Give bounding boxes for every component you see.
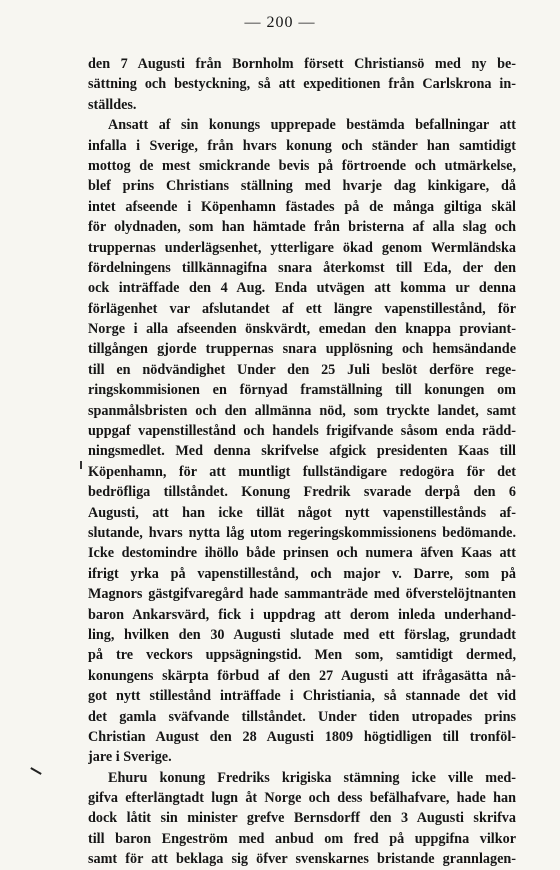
text-line: fördelningens tillkännagifna snara återkomst till Eda, der den [88,259,516,276]
text-line: till en nödvändighet Under den 25 Juli beslöt derföre rege- [88,361,516,378]
text-line: för olydnaden, som han hämtade från bristerna af alla slag och [88,219,516,236]
text-line: jare i Sverige. [88,749,172,766]
text-line: gifva efterlängtadt lugn åt Norge och dess befälhafvare, hade han [88,790,516,807]
text-line: till baron Engeström med anbud om fred på uppgifna vilkor [88,830,516,847]
text-line: Norge i alla afseenden önskvärdt, emedan den knappa proviant- [88,321,516,338]
text-line: dock låtit sin minister grefve Bernsdorff den 3 Augusti skrifva [88,810,516,827]
text-line: ling, hvilken den 30 Augusti slutade med ett förslag, grundadt [88,626,516,643]
text-line: spanmålsbristen och den allmänna nöd, som tryckte landet, samt [88,402,516,419]
text-line: den 7 Augusti från Bornholm försett Christiansö med ny be- [88,56,516,72]
text-line: infalla i Sverige, från hvars konung och ständer han samtidigt [88,137,516,154]
text-line: blef prins Christians ställning med hvarje dag kinkigare, då [88,178,516,195]
text-line: Köpenhamn, för att muntligt fullständigare redogöra för det [88,463,516,480]
text-line: på tre veckors uppsägningstid. Men som, samtidigt dermed, [88,647,516,664]
text-line: ifrigt yrka på vapenstillestånd, och major v. Darre, som på [88,565,516,582]
pen-mark [30,767,41,775]
text-line: baron Ankarsvärd, fick i uppdrag att derom inleda underhand- [88,606,516,623]
text-line: slutande, hvars nytta låg utom regeringskommissionens bedömande. [88,524,516,541]
text-line: Ehuru konung Fredriks krigiska stämning icke ville med- [108,769,516,786]
text-line: ock inträffade den 4 Aug. Enda utvägen att komma ur denna [88,280,516,297]
page-number: — 200 — [244,14,316,31]
text-line: mottog de mest smickrande bevis på förtroende och utmärkelse, [88,157,516,174]
text-line: samt för att beklaga sig öfver svenskarnes bristande grannlagen- [88,851,516,868]
text-line: got nytt stillestånd inträffade i Christiania, så stannade det vid [88,688,516,705]
text-line: ringskommisionen en förnyad framställning till konungen om [88,382,516,399]
text-line: det gamla sväfvande tillståndet. Under tiden utropades prins [88,708,516,725]
text-line: konungens skärpta förbud af den 27 Augusti att ifrågasätta nå- [88,667,516,684]
text-line: bedröfliga tillståndet. Konung Fredrik svarade derpå den 6 [88,484,516,501]
text-line: sättning och bestyckning, så att expeditionen från Carlskrona in- [88,76,516,93]
margin-mark [80,461,82,469]
text-line: uppgaf vapenstillestånd och handels frigifvande såsom enda rädd- [88,423,516,440]
text-line: truppernas underlägsenhet, ytterligare ökad genom Wermländska [88,239,516,256]
text-line: ningsmedlet. Med denna skrifvelse afgick presidenten Kaas till [88,443,516,460]
text-line: Augusti, att han icke tillät något nytt vapenstillestånds af- [88,504,516,521]
text-line: intet afseende i Köpenhamn fästades på de många giltiga skäl [88,198,516,215]
text-line: ställdes. [88,96,137,113]
body-text [88,54,516,870]
text-line: tillgången gjorde truppernas snara upplösning och hemsändande [88,341,516,358]
text-line: Icke destomindre ihöllo både prinsen och numera äfven Kaas att [88,545,516,562]
text-line: Ansatt af sin konungs upprepade bestämda befallningar att [108,117,516,134]
text-line: förlägenhet var afslutandet af ett längre vapenstillestånd, för [88,300,516,317]
text-line: Christian August den 28 Augusti 1809 högtidligen till tronföl- [88,728,516,745]
text-line: Magnors gästgifvaregård hade sammanträde med öfverstelöjtnanten [88,586,516,603]
